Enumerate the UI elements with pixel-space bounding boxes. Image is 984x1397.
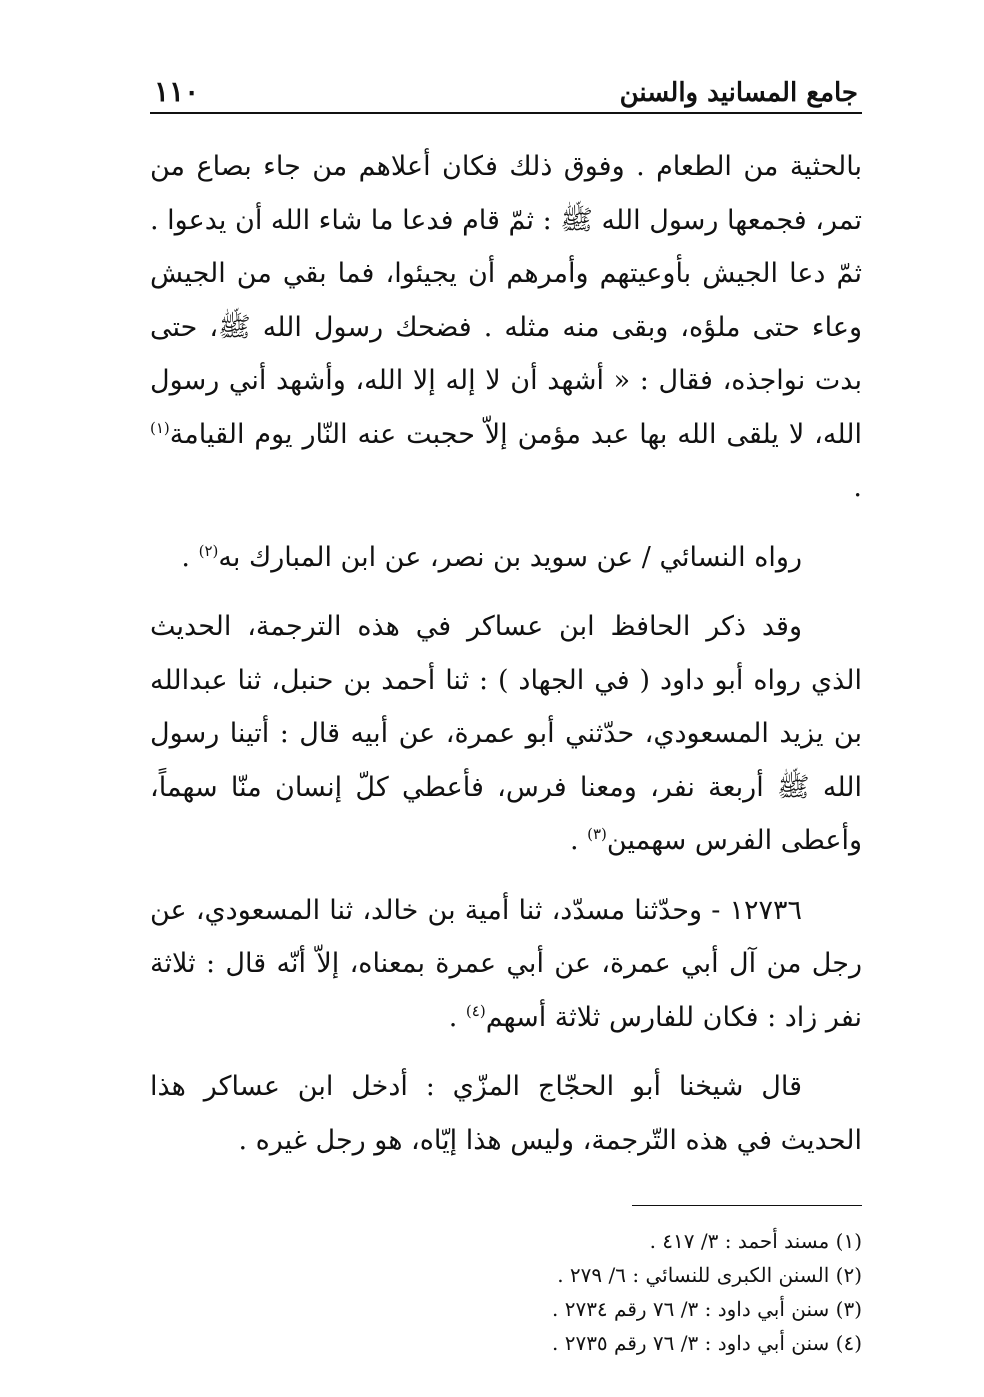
paragraph-2-text: رواه النسائي / عن سويد بن نصر، عن ابن المبارك به (218, 541, 802, 573)
paragraph-3 (150, 600, 862, 868)
running-head (150, 60, 862, 114)
main-text (150, 140, 862, 1167)
paragraph-3-text: وقد ذكر الحافظ ابن عساكر في هذه الترجمة، الحديث الذي رواه أبو داود ( في الجهاد ) : ثنا أحمد بن حنبل، ثنا عبدالله بن يزيد المسعودي، حدّثني أبو عمرة، عن أبيه قال : أتينا رسول الله ﷺ أربعة نفر، ومعنا فرس، فأعطي كلّ إنسان منّا سهماً، وأعطى الفرس سهمين (150, 611, 862, 856)
footnote-ref-4: (٤) (465, 1001, 486, 1020)
paragraph-1-end: . (853, 472, 862, 503)
paragraph-1 (150, 140, 862, 515)
footnote-item: (١) مسند أحمد : ٣/ ٤١٧ . (649, 1229, 862, 1253)
book-title: جامع المسانيد والسنن (619, 78, 858, 108)
paragraph-5: قال شيخنا أبو الحجّاج المزّي : أدخل ابن عساكر هذا الحديث في هذه التّرجمة، وليس هذا إيّاه، هو رجل غيره . (150, 1071, 862, 1156)
footnote-item: (٤) سنن أبي داود : ٣/ ٧٦ رقم ٢٧٣٥ . (551, 1331, 862, 1355)
paragraph-4 (150, 884, 862, 1045)
footnote-ref-3: (٣) (587, 825, 607, 843)
footnote-item: (٢) السنن الكبرى للنسائي : ٦/ ٢٧٩ . (557, 1263, 862, 1287)
footnote-item: (٣) سنن أبي داود : ٣/ ٧٦ رقم ٢٧٣٤ . (551, 1297, 862, 1321)
paragraph-3-end: . (569, 825, 588, 856)
paragraph-2-end: . (181, 541, 199, 573)
paragraph-4-end: . (448, 1001, 466, 1033)
footnote-divider (632, 1205, 862, 1206)
paragraph-4-text: ١٢٧٣٦ - وحدّثنا مسدّد، ثنا أمية بن خالد، ثنا المسعودي، عن رجل من آل أبي عمرة، عن أبي عمرة بمعناه، إلاّ أنّه قال : ثلاثة نفر زاد : فكان للفارس ثلاثة أسهم (150, 894, 862, 1033)
paragraph-1-text: بالحثية من الطعام . وفوق ذلك فكان أعلاهم من جاء بصاع من تمر، فجمعها رسول الله ﷺ : ثمّ قام فدعا ما شاء الله أن يدعوا . ثمّ دعا الجيش بأوعيتهم وأمرهم أن يجيئوا، فما بقي من الجيش وعاء حتى ملؤه، وبقى منه مثله . فضحك رسول الله ﷺ، حتى بدت نواجذه، فقال : « أشهد أن لا إله إلا الله، وأشهد أني رسول الله، لا يلقى الله بها عبد مؤمن إلاّ حجبت عنه النّار يوم القيامة (150, 151, 862, 450)
page-number: ١١٠ (154, 75, 200, 108)
book-page (150, 60, 862, 1360)
footnotes (150, 1224, 862, 1360)
footnote-ref-2: (٢) (198, 541, 219, 560)
paragraph-2 (150, 531, 862, 585)
footnote-ref-1: (١) (150, 418, 170, 437)
